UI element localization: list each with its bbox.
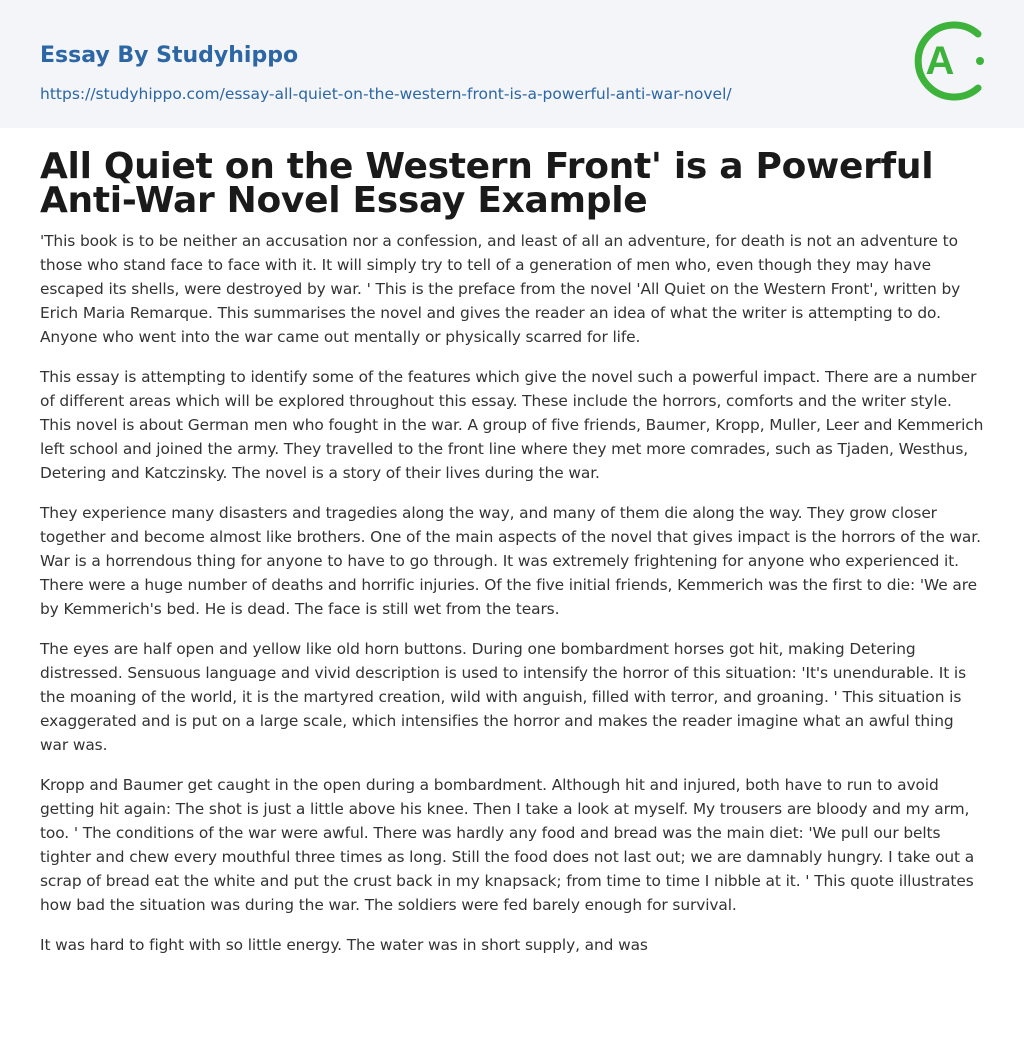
essay-title: All Quiet on the Western Front' is a Powerful Anti-War Novel Essay Example xyxy=(40,146,934,221)
essay-paragraph: The eyes are half open and yellow like old horn buttons. During one bombardment horses got hit, making Detering distressed. Sensuous language and vivid description is used to intensify the horror of this situation: 'It's unendurable. It is the moaning of the world, it is the martyred creation, wild with anguish, filled with terror, and groaning. ' This situation is exaggerated and is put on a large scale, which intensifies the horror and makes the reader imagine what an awful thing war was. xyxy=(40,640,967,754)
essay-paragraph: It was hard to fight with so little energy. The water was in short supply, and was xyxy=(40,936,648,954)
studyhippo-logo-icon[interactable] xyxy=(910,18,990,108)
essay-paragraph: 'This book is to be neither an accusation nor a confession, and least of all an adventure, for death is not an adventure to those who stand face to face with it. It will simply try to tell of a generation of men who, even though they may have escaped its shells, were destroyed by war. ' This is the preface from the novel 'All Quiet on the Western Front', written by Erich Maria Remarque. This summarises the novel and gives the reader an idea of what the writer is attempting to do. Anyone who went into the war came out mentally or physically scarred for life. xyxy=(40,232,961,346)
article-url[interactable]: https://studyhippo.com/essay-all-quiet-on-the-western-front-is-a-powerful-anti-war-novel/ xyxy=(40,85,732,103)
essay-paragraph: This essay is attempting to identify some of the features which give the novel such a powerful impact. There are a number of different areas which will be explored throughout this essay. These include the horrors, comforts and the writer style. This novel is about German men who fought in the war. A group of five friends, Baumer, Kropp, Muller, Leer and Kemmerich left school and joined the army. They travelled to the front line where they met more comrades, such as Tjaden, Westhus, Detering and Katczinsky. The novel is a story of their lives during the war. xyxy=(40,368,984,482)
logo-letter: A xyxy=(925,39,955,83)
essay-body xyxy=(40,229,984,973)
logo-dot xyxy=(976,57,984,65)
essay-paragraph: They experience many disasters and tragedies along the way, and many of them die along the way. They grow closer together and become almost like brothers. One of the main aspects of the novel that gives impact is the horrors of the war. War is a horrendous thing for anyone to have to go through. It was extremely frightening for anyone who experienced it. There were a huge number of deaths and horrific injuries. Of the five initial friends, Kemmerich was the first to die: 'We are by Kemmerich's bed. He is dead. The face is still wet from the tears. xyxy=(40,504,981,618)
site-brand-title[interactable]: Essay By Studyhippo xyxy=(40,43,299,68)
site-header xyxy=(0,0,1024,128)
essay-paragraph: Kropp and Baumer get caught in the open during a bombardment. Although hit and injured, both have to run to avoid getting hit again: The shot is just a little above his knee. Then I take a look at myself. My trousers are bloody and my arm, too. ' The conditions of the war were awful. There was hardly any food and bread was the main diet: 'We pull our belts tighter and chew every mouthful three times as long. Still the food does not last out; we are damnably hungry. I take out a scrap of bread eat the white and put the crust back in my knapsack; from time to time I nibble at it. ' This quote illustrates how bad the situation was during the war. The soldiers were fed barely enough for survival. xyxy=(40,776,975,914)
